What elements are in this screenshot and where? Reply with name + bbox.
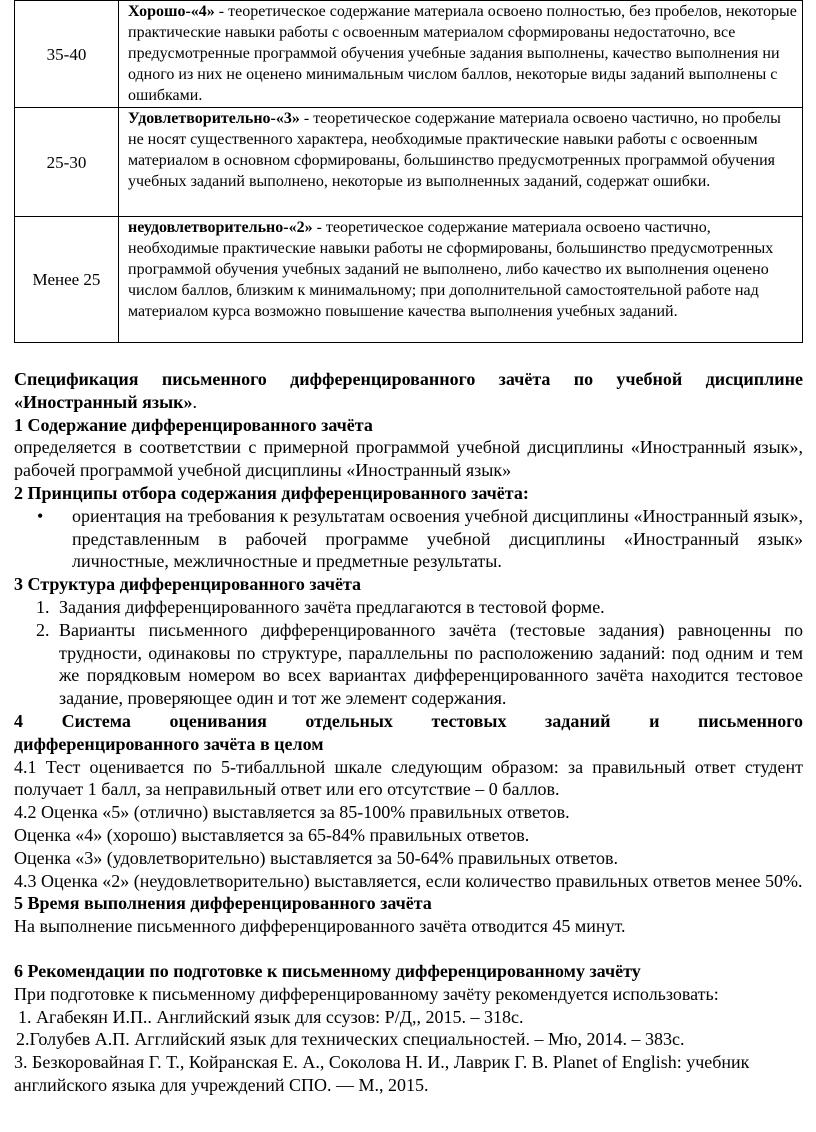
grade-label: Хорошо-«4»	[128, 3, 215, 20]
section-6-intro: При подготовке к письменному дифференцированному зачёту рекомендуется использовать:	[14, 983, 719, 1004]
section-4-heading: 4 Система оценивания отдельных тестовых заданий и письменного	[14, 710, 803, 731]
score-range-cell: 25-30	[15, 108, 119, 217]
section-5-heading: 5 Время выполнения дифференцированного зачёта	[14, 893, 432, 914]
grading-table	[14, 0, 803, 343]
section-3-list	[14, 596, 803, 710]
table-row	[15, 108, 803, 217]
grade-label: неудовлетворительно-«2»	[128, 219, 313, 236]
spacer	[14, 938, 803, 960]
section-4-p3: Оценка «4» (хорошо) выставляется за 65-84% правильных ответов.	[14, 824, 530, 845]
score-range-cell: 35-40	[15, 1, 119, 108]
grade-description-cell	[119, 1, 803, 108]
reference-item: 1. Агабекян И.П.. Английский язык для ссузов: Р/Д,, 2015. – 318с.	[18, 1006, 524, 1027]
spec-title: Спецификация письменного дифференцированного зачёта по учебной дисциплине «Иностранный язык».	[14, 369, 803, 412]
table-row	[15, 1, 803, 108]
section-6-heading: 6 Рекомендации по подготовке к письменному дифференцированному зачёту	[14, 960, 641, 981]
grade-description-cell	[119, 108, 803, 217]
score-range-cell: Менее 25	[15, 217, 119, 343]
section-2-heading: 2 Принципы отбора содержания дифференцированного зачёта:	[14, 482, 529, 503]
section-4-p2: 4.2 Оценка «5» (отлично) выставляется за 85-100% правильных ответов.	[14, 802, 570, 823]
section-4-heading-cont: дифференцированного зачёта в целом	[14, 733, 324, 754]
section-4-p4: Оценка «3» (удовлетворительно) выставляется за 50-64% правильных ответов.	[14, 847, 618, 868]
reference-item: 3. Безкоровайная Г. Т., Койранская Е. А., Соколова Н. И., Лаврик Г. В. Planet of English: учебник английского языка для учреждений СПО. — М., 2015.	[14, 1052, 750, 1095]
section-4-p1: 4.1 Тест оценивается по 5-тибалльной шкале следующим образом: за правильный ответ студент получает 1 балл, за неправильный ответ или его отсутствие – 0 баллов.	[14, 756, 803, 800]
grade-description-cell	[119, 217, 803, 343]
reference-item: 2.Голубев А.П. Агглийский язык для технических специальностей. – Мю, 2014. – 383с.	[16, 1029, 685, 1050]
table-row	[15, 217, 803, 343]
grade-description: - теоретическое содержание материала освоено частично, но пробелы не носят существенного характера, необходимые практические навыки работы с освоенным материалом в основном сформированы, большинство предусмотренных программой обучения учебных заданий выполнено, некоторые из выполненных заданий, содержат ошибки.	[128, 110, 781, 190]
grade-label: Удовлетворительно-«3»	[128, 110, 300, 127]
section-3-heading: 3 Структура дифференцированного зачёта	[14, 574, 362, 595]
list-item: • ориентация на требования к результатам освоения учебной дисциплины «Иностранный язык», представленным в рабочей программе учебной дисциплины «Иностранный язык» личностные, межличностные и предметные результаты.	[72, 505, 803, 573]
grade-description: - теоретическое содержание материала освоено полностью, без пробелов, некоторые практические навыки работы с освоенным материалом сформированы недостаточно, все предусмотренные программой обучения учебные задания выполнены, качество выполнения ни одного из них не оценено минимальным числом баллов, некоторые виды заданий выполнены с ошибками.	[128, 3, 797, 104]
grade-description: - теоретическое содержание материала освоено частично, необходимые практические навыки работы не сформированы, большинство предусмотренных программой обучения учебных заданий не выполнено, либо качество их выполнения оценено числом баллов, близким к минимальному; при дополнительной самостоятельной работе над материалом курса возможно повышение качества выполнения учебных заданий.	[128, 219, 774, 320]
specification-section	[14, 368, 803, 1097]
section-1-heading: 1 Содержание дифференцированного зачёта	[14, 414, 373, 435]
list-item: 2. Варианты письменного дифференцированного зачёта (тестовые задания) равноценны по трудности, одинаковы по структуре, параллельны по расположению заданий: под одним и тем же порядковым номером во всех вариантах дифференцированного зачёта находится тестовое задание, проверяющее один и тот же элемент содержания.	[36, 619, 803, 709]
section-5-text: На выполнение письменного дифференцированного зачёта отводится 45 минут.	[14, 916, 626, 937]
section-2-list	[14, 505, 803, 573]
section-1-text: определяется в соответствии с примерной программой учебной дисциплины «Иностранный язык», рабочей программой учебной дисциплины «Иностранный язык»	[14, 437, 803, 481]
list-item: 1. Задания дифференцированного зачёта предлагаются в тестовой форме.	[36, 596, 605, 617]
section-4-p5: 4.3 Оценка «2» (неудовлетворительно) выставляется, если количество правильных ответов менее 50%.	[14, 870, 803, 891]
